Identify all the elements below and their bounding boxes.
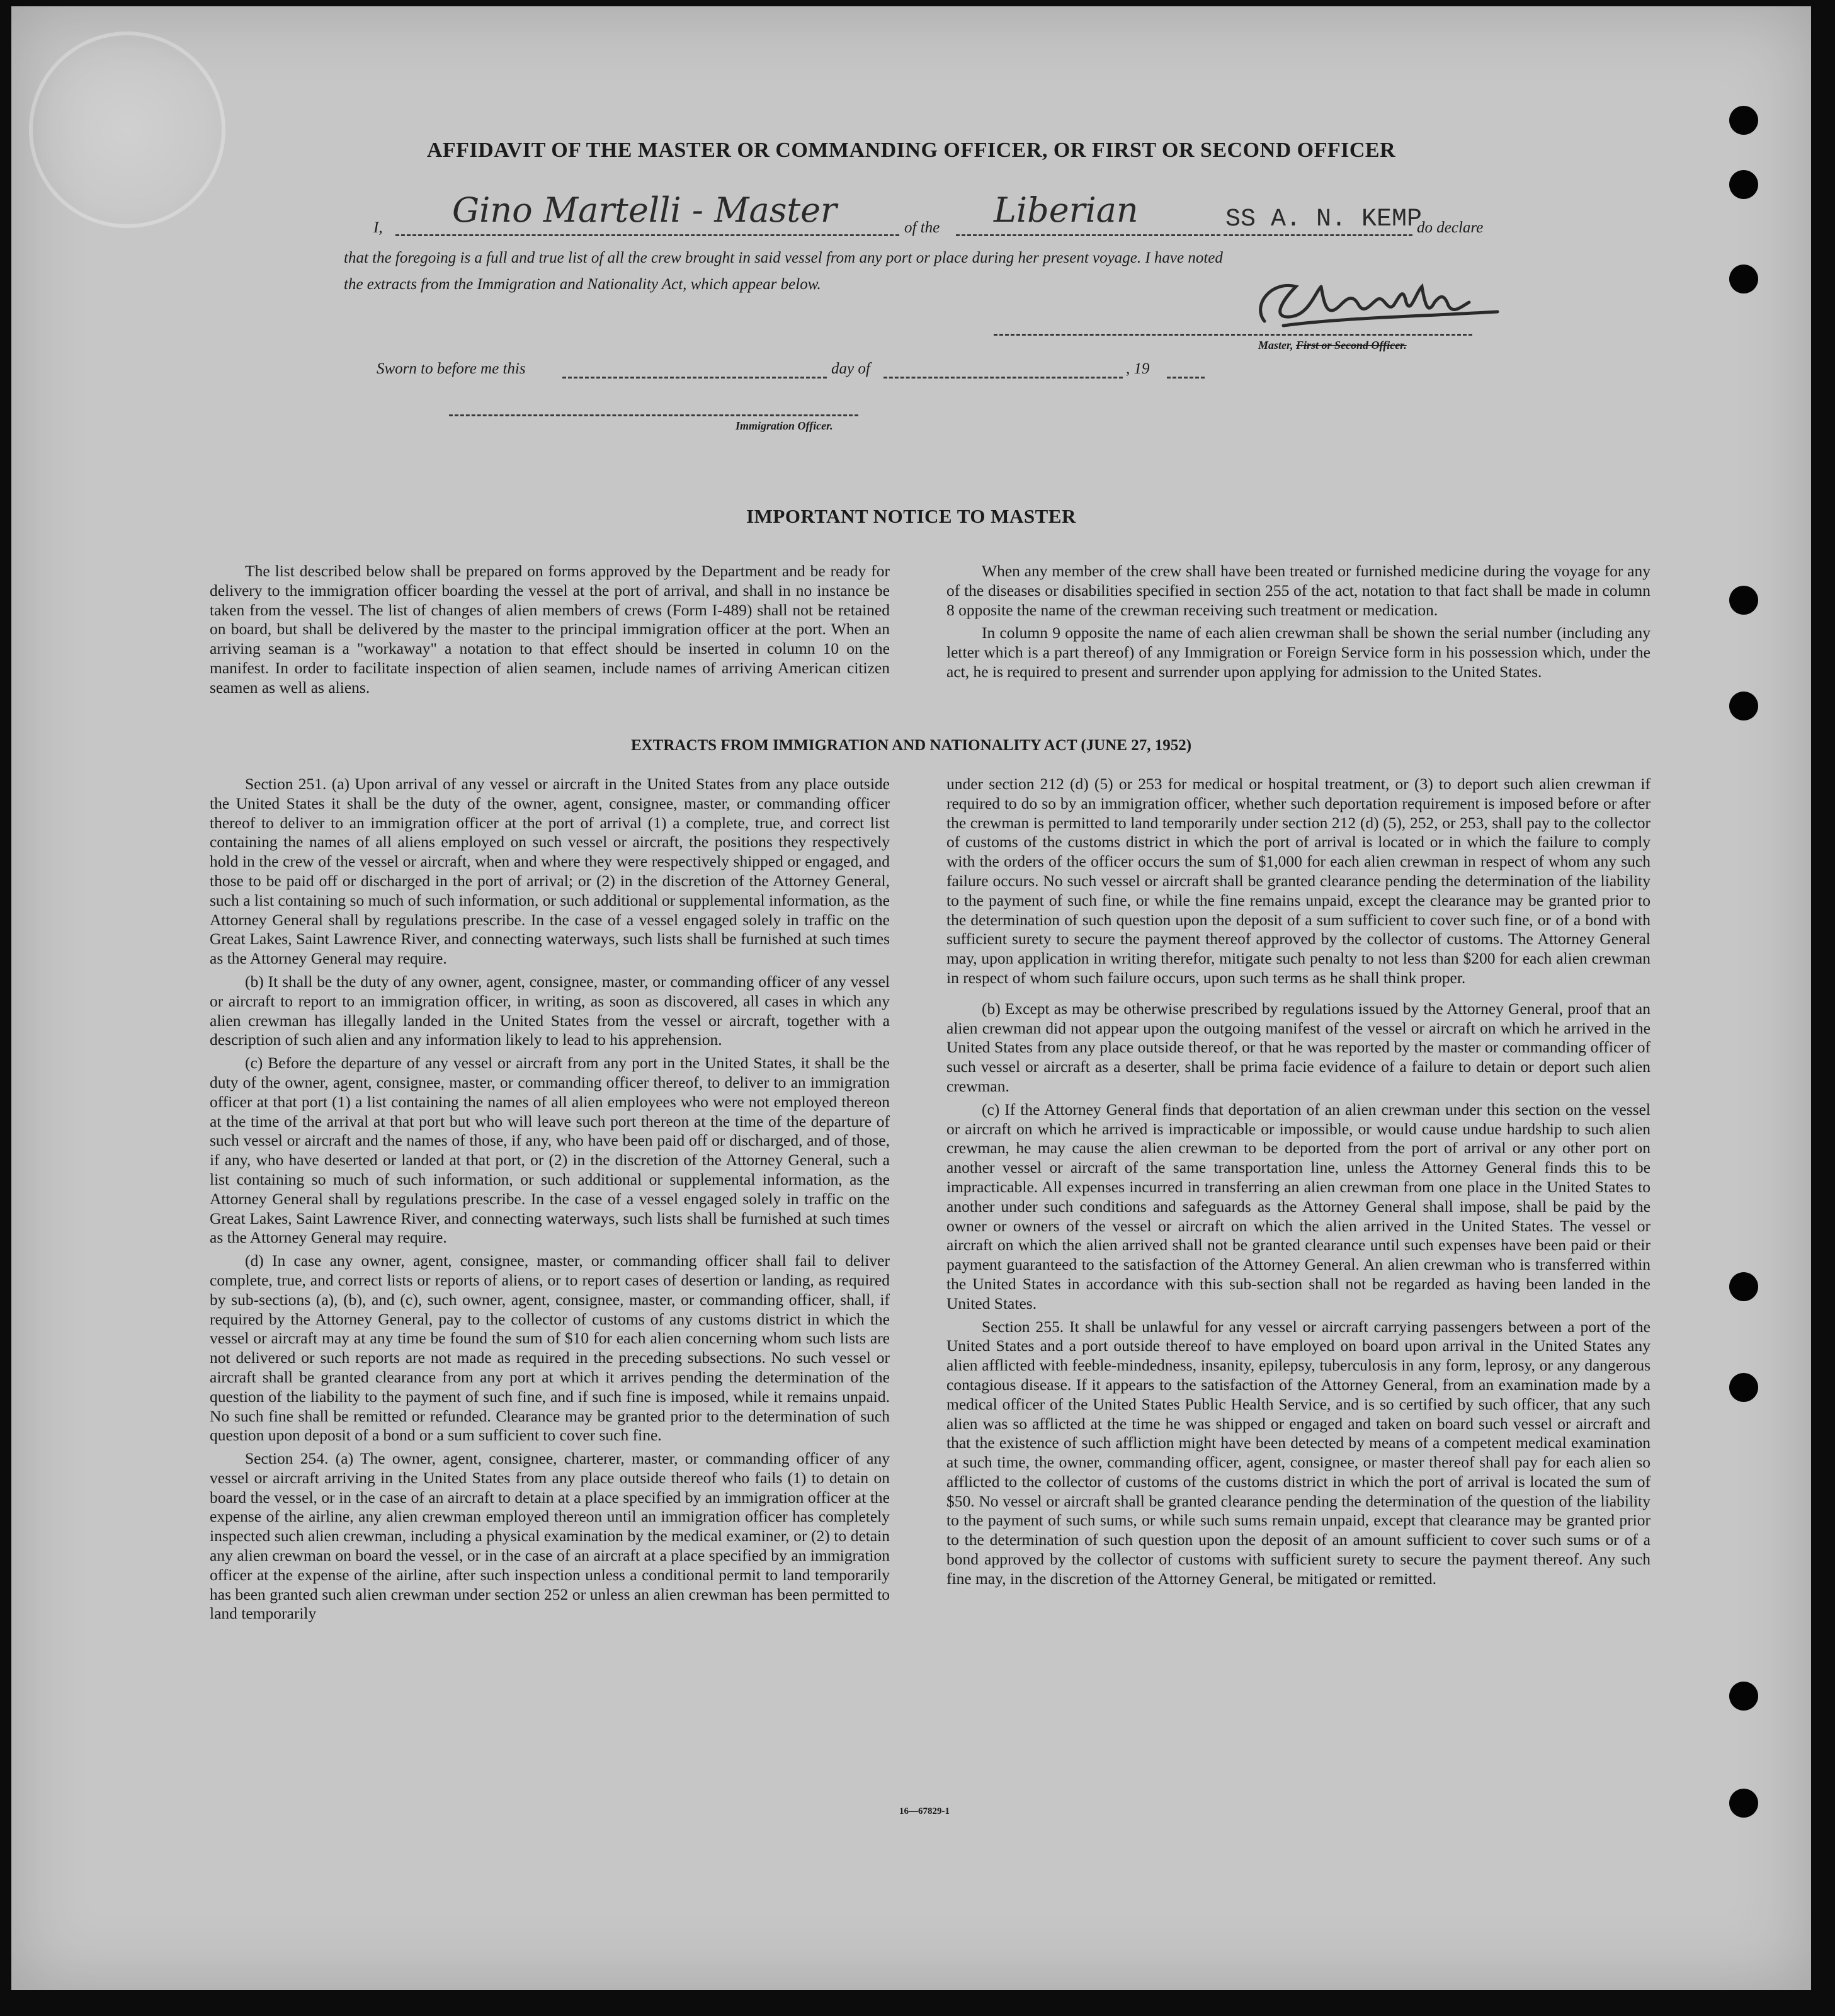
form-code: 16—67829-1 xyxy=(899,1806,950,1816)
i-label: I, xyxy=(373,219,383,236)
section-255: Section 255. It shall be unlawful for any vessel or aircraft carrying passengers between a port of the United States and a port outside thereof to have employed on board upon arrival in the United States any alien afflicted with feeble-mindedness, insanity, epilepsy, tuberculosis in any form, leprosy, or any dangerous contagious disease. If it appears to the satisfaction of the Attorney General, from an examination made by a medical officer of the United States Public Health Service, and is so certified by such officer, that any such alien was so afflicted at the time he was shipped or engaged and taken on board such vessel or aircraft and that the existence of such affliction might have been detected by means of a competent medical examination at such time, the owner, commanding officer, agent, consignee, or master thereof shall pay for each alien so afflicted to the collector of customs of the customs district in which the port of arrival is located the sum of $50. No vessel or aircraft shall be granted clearance pending the determination of the question of the liability to the payment of such sums, or while such sums remain unpaid, except that clearance may be granted prior to the determination of such question upon the deposit of an amount sufficient to cover such sums or of a bond approved by the collector of customs with sufficient surety to secure the payment thereof. Any such fine may, in the discretion of the Attorney General, be mitigated or remitted. xyxy=(946,1317,1650,1588)
extracts-left-column xyxy=(210,775,890,1627)
day-of-label: day of xyxy=(831,360,870,377)
section-254-b: (b) Except as may be otherwise prescribed by regulations issued by the Attorney General, proof that an alien crewman did not appear upon the outgoing manifest of the vessel or aircraft on which he arrived in the United States from any place outside thereof, or that he was reported by the master or commanding officer of such vessel or aircraft as a deserter, shall be prima facie evidence of a failure to detain or deport such alien crewman. xyxy=(946,999,1650,1095)
notice-left-paragraph: The list described below shall be prepared on forms approved by the Department and be ready for delivery to the immigration officer boarding the vessel at the port of arrival, and shall in no instance be taken from the vessel. The list of changes of alien members of crews (Form I-489) shall not be retained on board, but shall be delivered by the master to the principal immigration officer at the port. When an arriving seaman is a "workaway" a notation to that effect should be inserted in column 10 on the manifest. In order to facilitate inspection of alien seamen, include names of arriving American citizen seamen as well as aliens. xyxy=(210,562,890,697)
nationality: Liberian xyxy=(994,190,1139,230)
notice-left-column xyxy=(210,562,890,702)
notice-right-column xyxy=(946,562,1650,686)
vessel-name: SS A. N. KEMP xyxy=(1225,205,1423,234)
document-page xyxy=(11,6,1811,1990)
statement-line-1: that the foregoing is a full and true list of all the crew brought in said vessel from any port or place during her present voyage. I have noted xyxy=(344,249,1223,266)
section-251-b: (b) It shall be the duty of any owner, agent, consignee, master, or commanding officer of any vessel or aircraft to report to an immigration officer, in writing, as soon as discovered, all cases in which any alien crewman has illegally landed in the United States from the vessel or aircraft, together with a description of such alien and any information likely to lead to his apprehension. xyxy=(210,972,890,1049)
signature-caption-struck: First or Second Officer. xyxy=(1296,339,1407,351)
section-254-c: (c) If the Attorney General finds that deportation of an alien crewman under this section on the vessel or aircraft on which he arrived is impracticable or impossible, or would cause undue hardship to such alien crewman, he may cause the alien crewman to be deported from the port of arrival or any other port on another vessel or aircraft of the same transportation line, unless the Attorney General finds this to be impracticable. All expenses incurred in transferring an alien crewman from one place in the United States to another under such conditions and safeguards as the Attorney General shall impose, shall be paid by the owner or owners of the vessel or aircraft on which the alien arrived in the United States. The vessel or aircraft on which the alien arrived shall not be granted clearance until such expenses have been paid or their payment guaranteed to the satisfaction of the Attorney General. An alien crewman who is transferred within the United States in accordance with this sub-section shall not be regarded as having been landed in the United States. xyxy=(946,1100,1650,1313)
extracts-title: EXTRACTS FROM IMMIGRATION AND NATIONALITY ACT (JUNE 27, 1952) xyxy=(630,737,1192,754)
of-the-label: of the xyxy=(904,219,940,236)
year-label: , 19 xyxy=(1126,360,1150,377)
signature-caption-master: Master, xyxy=(1258,339,1293,351)
vessel-blank xyxy=(1224,234,1412,236)
section-251-c: (c) Before the departure of any vessel or aircraft from any port in the United States, it shall be the duty of the owner, agent, consignee, master, or commanding officer thereof, to deliver to an immigration officer at that port (1) a list containing the names of all alien employees who were not employed thereon at the time of the arrival at that port but who will leave such port thereon at the time of the departure of such vessel or aircraft and the names of those, if any, who have been paid off or discharged, and of those, if any, who have deserted or landed at that port, or (2) in the discretion of the Attorney General, such a list containing so much of such information, or such additional or supplemental information, as the Attorney General shall by regulations prescribe. In the case of a vessel engaged solely in traffic on the Great Lakes, Saint Lawrence River, and connecting waterways, such lists shall be furnished at such times as the Attorney General may require. xyxy=(210,1054,890,1247)
punch-hole xyxy=(1729,1272,1758,1301)
notice-title: IMPORTANT NOTICE TO MASTER xyxy=(746,505,1076,527)
punch-hole xyxy=(1729,170,1758,199)
section-251-d: (d) In case any owner, agent, consignee, master, or commanding officer shall fail to deliver complete, true, and correct lists or reports of aliens, or to report cases of desertion or landing, as required by sub-sections (a), (b), and (c), such owner, agent, consignee, master, or commanding officer, shall, if required by the Attorney General, pay to the collector of customs of any customs district in which the vessel or aircraft may at any time be found the sum of $10 for each alien concerning whom such lists are not delivered or such reports are not made as required in the preceding subsections. No such vessel or aircraft shall be granted clearance from any port at which it arrives pending the determination of the question of the liability to the payment of such fine, and if such fine is imposed, while it remains unpaid. No such fine shall be remitted or refunded. Clearance may be granted prior to the determination of such question upon deposit of a bond or a sum sufficient to cover such fine. xyxy=(210,1251,890,1445)
seal-watermark xyxy=(29,31,225,228)
master-name: Gino Martelli - Master xyxy=(452,190,837,230)
officer-caption: Immigration Officer. xyxy=(736,419,833,432)
signature-caption xyxy=(1258,339,1407,352)
year-blank xyxy=(1167,377,1205,379)
punch-hole xyxy=(1729,1789,1758,1818)
officer-signature-line xyxy=(449,414,858,416)
sworn-date-blank xyxy=(562,377,827,379)
notice-right-paragraph-1: When any member of the crew shall have been treated or furnished medicine during the voyage for any of the diseases or disabilities specified in section 255 of the act, notation to that fact shall be made in column 8 opposite the name of the crewman receiving such treatment or medication. xyxy=(946,562,1650,619)
signature-line xyxy=(994,334,1472,336)
sworn-label: Sworn to before me this xyxy=(377,360,526,377)
punch-hole xyxy=(1729,1373,1758,1402)
punch-hole xyxy=(1729,692,1758,720)
punch-hole xyxy=(1729,586,1758,615)
section-254-a-continued: under section 212 (d) (5) or 253 for medical or hospital treatment, or (3) to deport such alien crewman if required to do so by an immigration officer, whether such deportation requirement is imposed before or after the crewman is permitted to land temporarily under section 212 (d) (5), 252, or 253, shall pay to the collector of customs of the customs district in which the port of arrival is located or in which the failure to comply with the orders of the officer occurs the sum of $1,000 for each alien crewman in respect of whom any such failure occurs. No such vessel or aircraft shall be granted clearance pending the determination of the liability to the payment of such fine, or while the fine remains unpaid, except the clearance may be granted prior to the determination of such question upon the deposit of a sum sufficient to cover such fine, or of a bond with sufficient surety to secure the payment thereof approved by the collector of customs. The Attorney General may, upon application in writing therefor, mitigate such penalty to not less than $200 for each alien crewman in respect of whom such failure occurs, upon such terms as he shall think proper. xyxy=(946,775,1650,987)
name-blank xyxy=(395,234,899,236)
section-254-a: Section 254. (a) The owner, agent, consignee, charterer, master, or commanding officer of any vessel or aircraft arriving in the United States from any place outside thereof who fails (1) to detain on board the vessel, or in the case of an aircraft to detain at a place specified by an immigration officer at the expense of the airline, any alien crewman employed thereon until an immigration officer has completely inspected such alien crewman, including a physical examination by the medical examiner, or (2) to detain any alien crewman on board the vessel, or in the case of an aircraft at a place specified by an immigration officer at the expense of the airline, after such inspection unless a conditional permit to land temporarily has been granted such alien crewman under section 252 or unless an alien crewman has been permitted to land temporarily xyxy=(210,1449,890,1623)
extracts-right-column xyxy=(946,775,1650,1593)
do-declare-label: do declare xyxy=(1417,219,1484,236)
affidavit-title: AFFIDAVIT OF THE MASTER OR COMMANDING OFFICER, OR FIRST OR SECOND OFFICER xyxy=(426,139,1396,162)
nationality-blank xyxy=(956,234,1220,236)
section-251-a: Section 251. (a) Upon arrival of any vessel or aircraft in the United States from any place outside the United States it shall be the duty of the owner, agent, consignee, master, or commanding officer thereof to deliver to an immigration officer at the port of arrival (1) a complete, true, and correct list containing the names of all aliens employed on such vessel or aircraft, the positions they respectively hold in the crew of the vessel or aircraft, when and where they were respectively shipped or engaged, and those to be paid off or discharged in the port of arrival; or (2) in the discretion of the Attorney General, such a list containing so much of such information, or such additional or supplemental information, as the Attorney General shall by regulations prescribe. In the case of a vessel engaged solely in traffic on the Great Lakes, Saint Lawrence River, and connecting waterways, such lists shall be furnished at such times as the Attorney General may require. xyxy=(210,775,890,968)
punch-hole xyxy=(1729,1682,1758,1711)
notice-right-paragraph-2: In column 9 opposite the name of each alien crewman shall be shown the serial number (including any letter which is a part thereof) of any Immigration or Foreign Service form in his possession which, under the act, he is required to present and surrender upon applying for admission to the United States. xyxy=(946,624,1650,681)
statement-line-2: the extracts from the Immigration and Nationality Act, which appear below. xyxy=(344,276,821,293)
punch-hole xyxy=(1729,106,1758,135)
month-blank xyxy=(883,377,1123,379)
master-signature xyxy=(1246,268,1510,337)
punch-hole xyxy=(1729,265,1758,293)
